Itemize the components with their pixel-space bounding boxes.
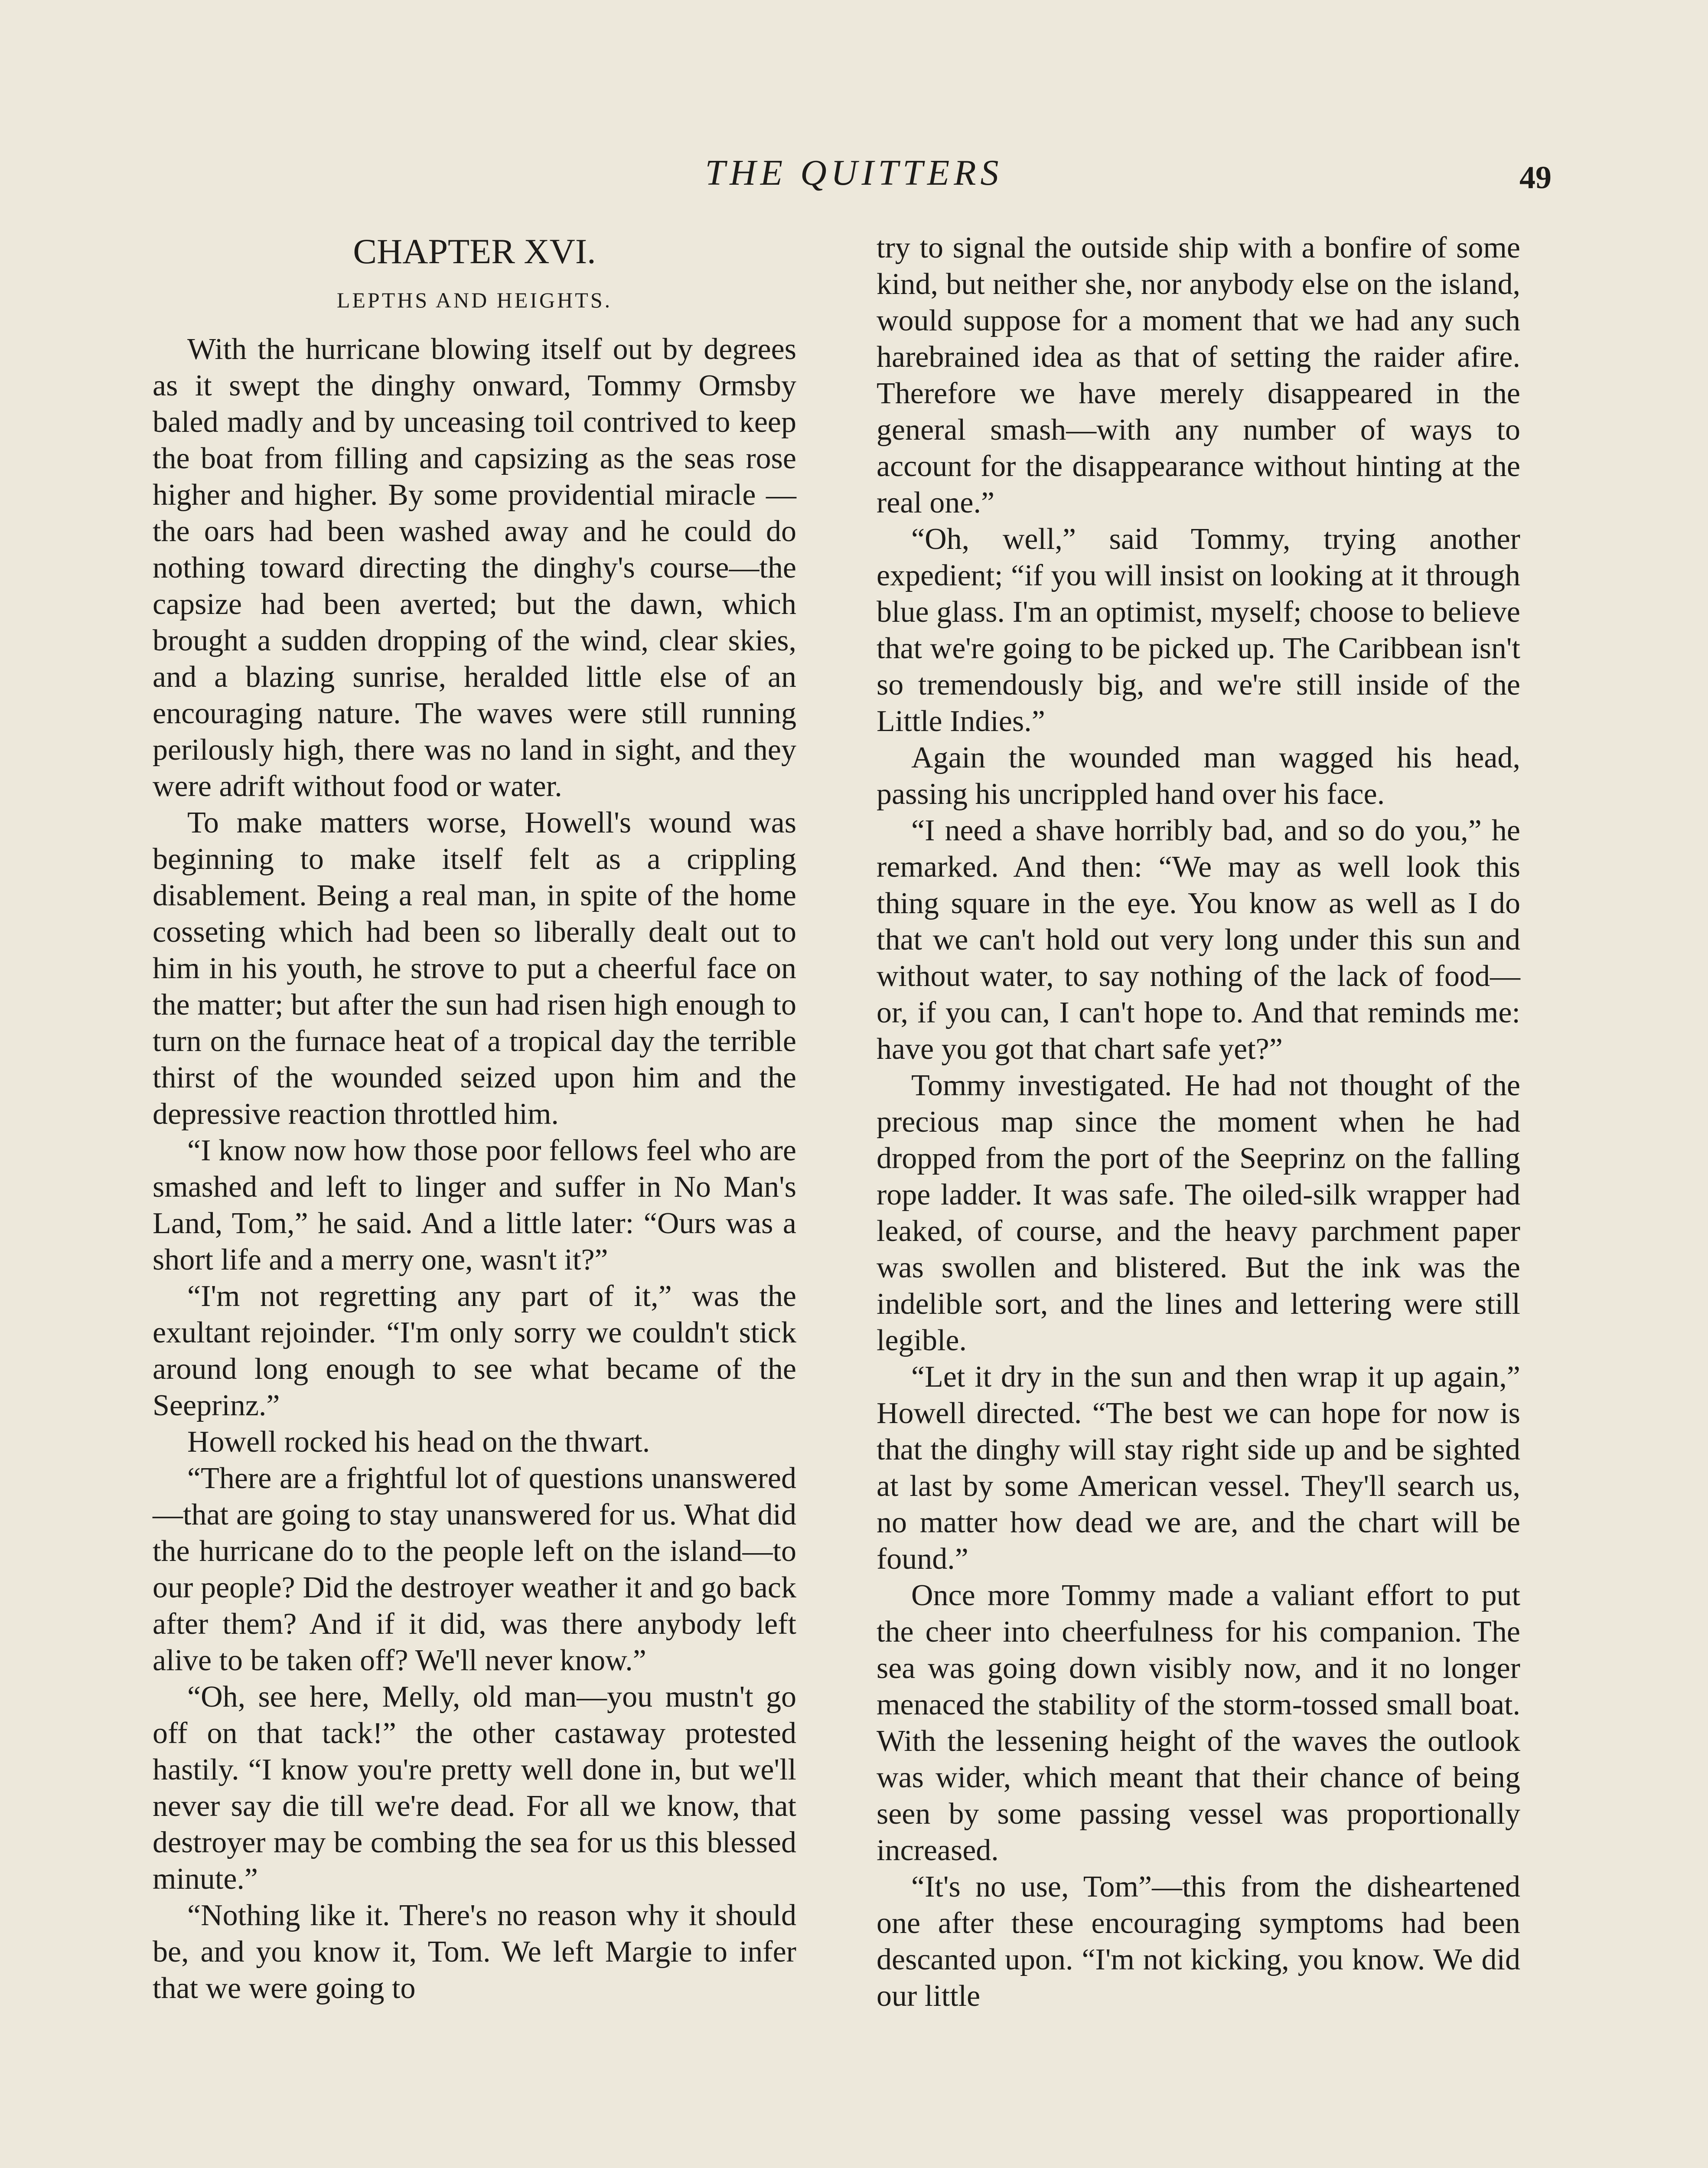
chapter-title: CHAPTER XVI. — [353, 232, 596, 271]
paragraph: With the hurricane blowing itself out by degrees as it swept the dinghy onward, Tommy Ormsby baled madly and by unceasing toil contrived to keep the boat from filling and capsizing as the seas rose higher and higher. By some providential miracle —the oars had been washed away and he could do nothing toward directing the dinghy's course—the capsize had been averted; but the dawn, which brought a sudden dropping of the wind, clear skies, and a blazing sunrise, heralded little else of an encouraging nature. The waves were still running perilously high, there was no land in sight, and they were adrift without food or water. — [153, 333, 796, 803]
paragraph: Tommy investigated. He had not thought of the precious map since the moment when he had dropped from the port of the Seeprinz on the falling rope ladder. It was safe. The oiled-silk wrapper had leaked, of course, and the heavy parchment paper was swollen and blistered. But the ink was the indelible sort, and the lines and lettering were still legible. — [877, 1069, 1520, 1357]
paragraph: “Let it dry in the sun and then wrap it up again,” Howell directed. “The best we can hope for now is that the dinghy will stay right side up and be sighted at last by some American vessel. They'll search us, no matter how dead we are, and the chart will be found.” — [877, 1360, 1520, 1576]
paragraph: Howell rocked his head on the thwart. — [187, 1425, 650, 1459]
right-column — [877, 230, 1520, 2015]
paragraph: “I know now how those poor fellows feel who are smashed and left to linger and suffer in No Man's Land, Tom,” he said. And a little later: “Ours was a short life and a merry one, wasn't it?” — [153, 1134, 796, 1277]
running-header-title: THE QUITTERS — [705, 153, 1003, 193]
paragraph: To make matters worse, Howell's wound was beginning to make itself felt as a crippling disablement. Being a real man, in spite of the home cosseting which had been so liberally dealt out to him in his youth, he strove to put a cheerful face on the matter; but after the sun had risen high enough to turn on the furnace heat of a tropical day the terrible thirst of the wounded seized upon him and the depressive reaction throttled him. — [153, 806, 796, 1131]
paragraph: “Oh, see here, Melly, old man—you mustn't go off on that tack!” the other castaway protested hastily. “I know you're pretty well done in, but we'll never say die till we're dead. For all we know, that destroyer may be combing the sea for us this blessed minute.” — [153, 1680, 796, 1896]
page-number: 49 — [1519, 160, 1552, 196]
paragraph: “There are a frightful lot of questions unanswered—that are going to stay unanswered for us. What did the hurricane do to the people left on the island—to our people? Did the destroyer weather it and go back after them? And if it did, was there anybody left alive to be taken off? We'll never know.” — [153, 1462, 796, 1677]
paragraph: “It's no use, Tom”—this from the disheartened one after these encouraging symptoms had been descanted upon. “I'm not kicking, you know. We did our little — [877, 1870, 1520, 2013]
paragraph: Once more Tommy made a valiant effort to put the cheer into cheerfulness for his companion. The sea was going down visibly now, and it no longer menaced the stability of the storm-tossed small boat. With the lessening height of the waves the outlook was wider, which meant that their chance of being seen by some passing vessel was proportionally increased. — [877, 1579, 1520, 1867]
paragraph: “I'm not regretting any part of it,” was the exultant rejoinder. “I'm only sorry we couldn't stick around long enough to see what became of the Seeprinz.” — [153, 1280, 796, 1422]
left-column — [153, 230, 796, 2007]
paragraph: “Oh, well,” said Tommy, trying another expedient; “if you will insist on looking at it through blue glass. I'm an optimist, myself; choose to believe that we're going to be picked up. The Caribbean isn't so tremendously big, and we're still inside of the Little Indies.” — [877, 522, 1520, 738]
paragraph: “I need a shave horribly bad, and so do you,” he remarked. And then: “We may as well look this thing square in the eye. You know as well as I do that we can't hold out very long under this sun and without water, to say nothing of the lack of food—or, if you can, I can't hope to. And that reminds me: have you got that chart safe yet?” — [877, 814, 1520, 1066]
paragraph: Again the wounded man wagged his head, passing his uncrippled hand over his face. — [877, 741, 1520, 811]
paragraph: “Nothing like it. There's no reason why it should be, and you know it, Tom. We left Margie to infer that we were going to — [153, 1899, 796, 2005]
chapter-subtitle: LEPTHS AND HEIGHTS. — [336, 288, 613, 312]
paragraph-continued: try to signal the outside ship with a bonfire of some kind, but neither she, nor anybody else on the island, would suppose for a moment that we had any such harebrained idea as that of setting the raider afire. Therefore we have merely disappeared in the general smash—with any number of ways to account for the disappearance without hinting at the real one.” — [877, 231, 1520, 519]
